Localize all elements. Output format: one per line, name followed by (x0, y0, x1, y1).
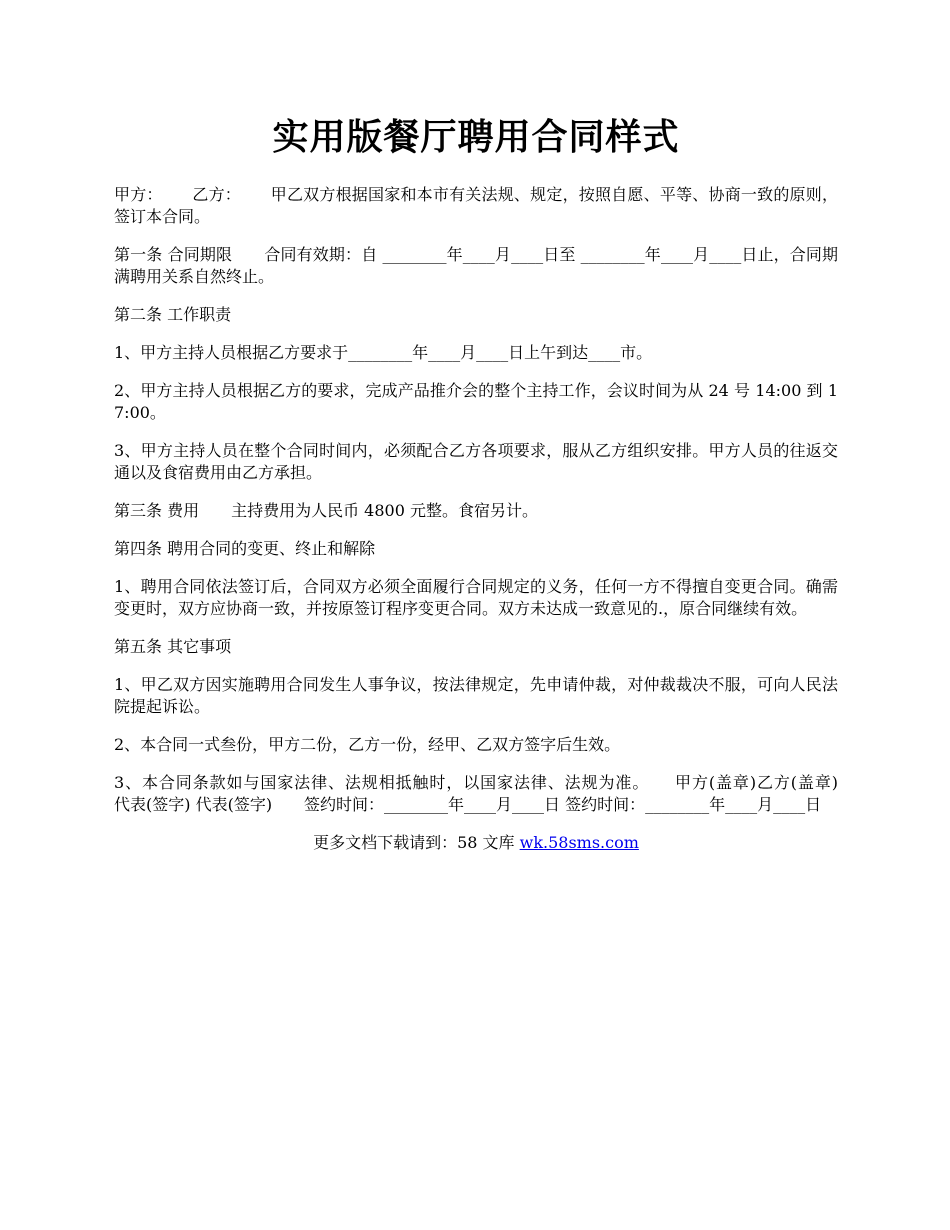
article-1-term: 第一条 合同期限 合同有效期：自 ________年____月____日至 ________年____月____日止，合同期满聘用关系自然终止。 (114, 245, 838, 286)
article-5-item-1: 1、甲乙双方因实施聘用合同发生人事争议，按法律规定，先申请仲裁，对仲裁裁决不服，可向人民法院提起诉讼。 (114, 675, 838, 716)
article-5-item-2: 2、本合同一式叁份，甲方二份，乙方一份，经甲、乙双方签字后生效。 (114, 735, 621, 754)
article-5-item-3-signature: 3、本合同条款如与国家法律、法规相抵触时，以国家法律、法规为准。 甲方(盖章)乙方(盖章) 代表(签字) 代表(签字) 签约时间：________年____月____日 签约时间：________年____月____日 (114, 773, 871, 814)
article-2-item-3: 3、甲方主持人员在整个合同时间内，必须配合乙方各项要求，服从乙方组织安排。甲方人员的往返交通以及食宿费用由乙方承担。 (114, 441, 838, 482)
article-5-heading: 第五条 其它事项 (114, 637, 232, 656)
footer (114, 832, 838, 854)
footer-text: 更多文档下载请到：58 文库 (313, 833, 520, 852)
article-2-item-1: 1、甲方主持人员根据乙方要求于________年____月____日上午到达____市。 (114, 343, 653, 362)
article-4-heading: 第四条 聘用合同的变更、终止和解除 (114, 539, 376, 558)
article-2-item-2: 2、甲方主持人员根据乙方的要求，完成产品推介会的整个主持工作，会议时间为从 24 号 14:00 到 17:00。 (114, 381, 838, 422)
footer-link[interactable]: wk.58sms.com (519, 833, 639, 852)
article-3-fee: 第三条 费用 主持费用为人民币 4800 元整。食宿另计。 (114, 501, 538, 520)
article-2-heading: 第二条 工作职责 (114, 305, 232, 324)
document-page (114, 0, 871, 854)
document-title: 实用版餐厅聘用合同样式 (272, 116, 680, 158)
contract-parties-intro: 甲方： 乙方： 甲乙双方根据国家和本市有关法规、规定，按照自愿、平等、协商一致的原则，签订本合同。 (114, 185, 838, 226)
article-4-item-1: 1、聘用合同依法签订后，合同双方必须全面履行合同规定的义务，任何一方不得擅自变更合同。确需变更时，双方应协商一致，并按原签订程序变更合同。双方未达成一致意见的.，原合同继续有效。 (114, 577, 838, 618)
